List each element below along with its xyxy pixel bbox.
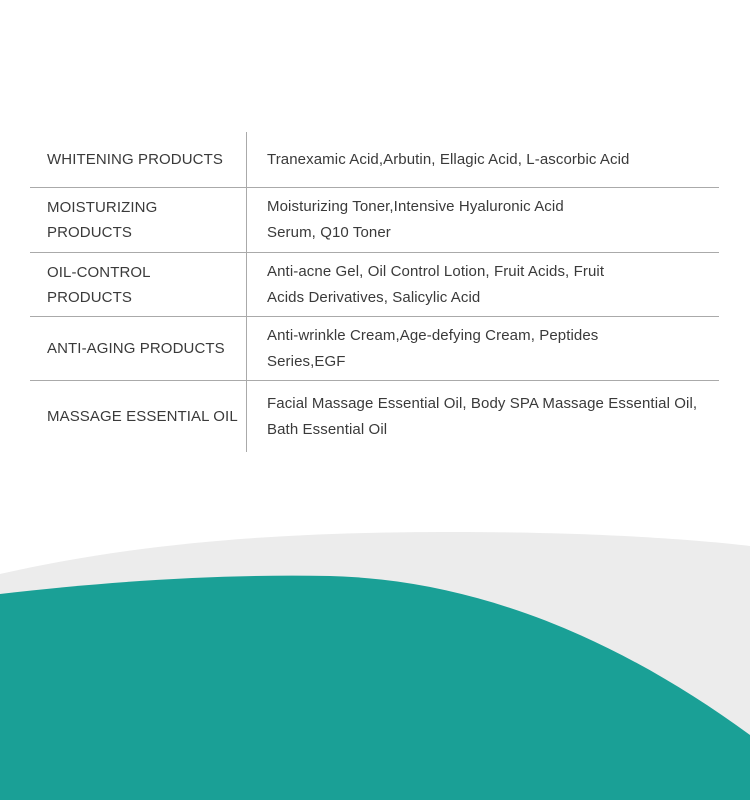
product-ingredient-table — [30, 132, 719, 452]
category-cell: OIL-CONTROL PRODUCTS — [47, 263, 151, 306]
table-row — [30, 188, 719, 253]
category-cell: WHITENING PRODUCTS — [47, 151, 223, 168]
table-row — [30, 132, 719, 188]
category-cell: MASSAGE ESSENTIAL OIL — [47, 408, 238, 425]
ingredients-cell: Facial Massage Essential Oil, Body SPA Massage Essential Oil, Bath Essential Oil — [246, 381, 719, 452]
category-cell: ANTI-AGING PRODUCTS — [47, 340, 225, 357]
ingredients-cell: Moisturizing Toner,Intensive Hyaluronic Acid Serum, Q10 Toner — [246, 188, 719, 252]
ingredients-cell: Anti-acne Gel, Oil Control Lotion, Fruit Acids, Fruit Acids Derivatives, Salicylic Acid — [246, 253, 719, 316]
ingredients-cell: Anti-wrinkle Cream,Age-defying Cream, Peptides Series,EGF — [246, 317, 719, 380]
ingredients-cell: Tranexamic Acid,Arbutin, Ellagic Acid, L-ascorbic Acid — [246, 132, 719, 187]
table-row — [30, 253, 719, 317]
table-row — [30, 317, 719, 381]
category-cell: MOISTURIZING PRODUCTS — [47, 199, 158, 241]
table-row — [30, 381, 719, 452]
